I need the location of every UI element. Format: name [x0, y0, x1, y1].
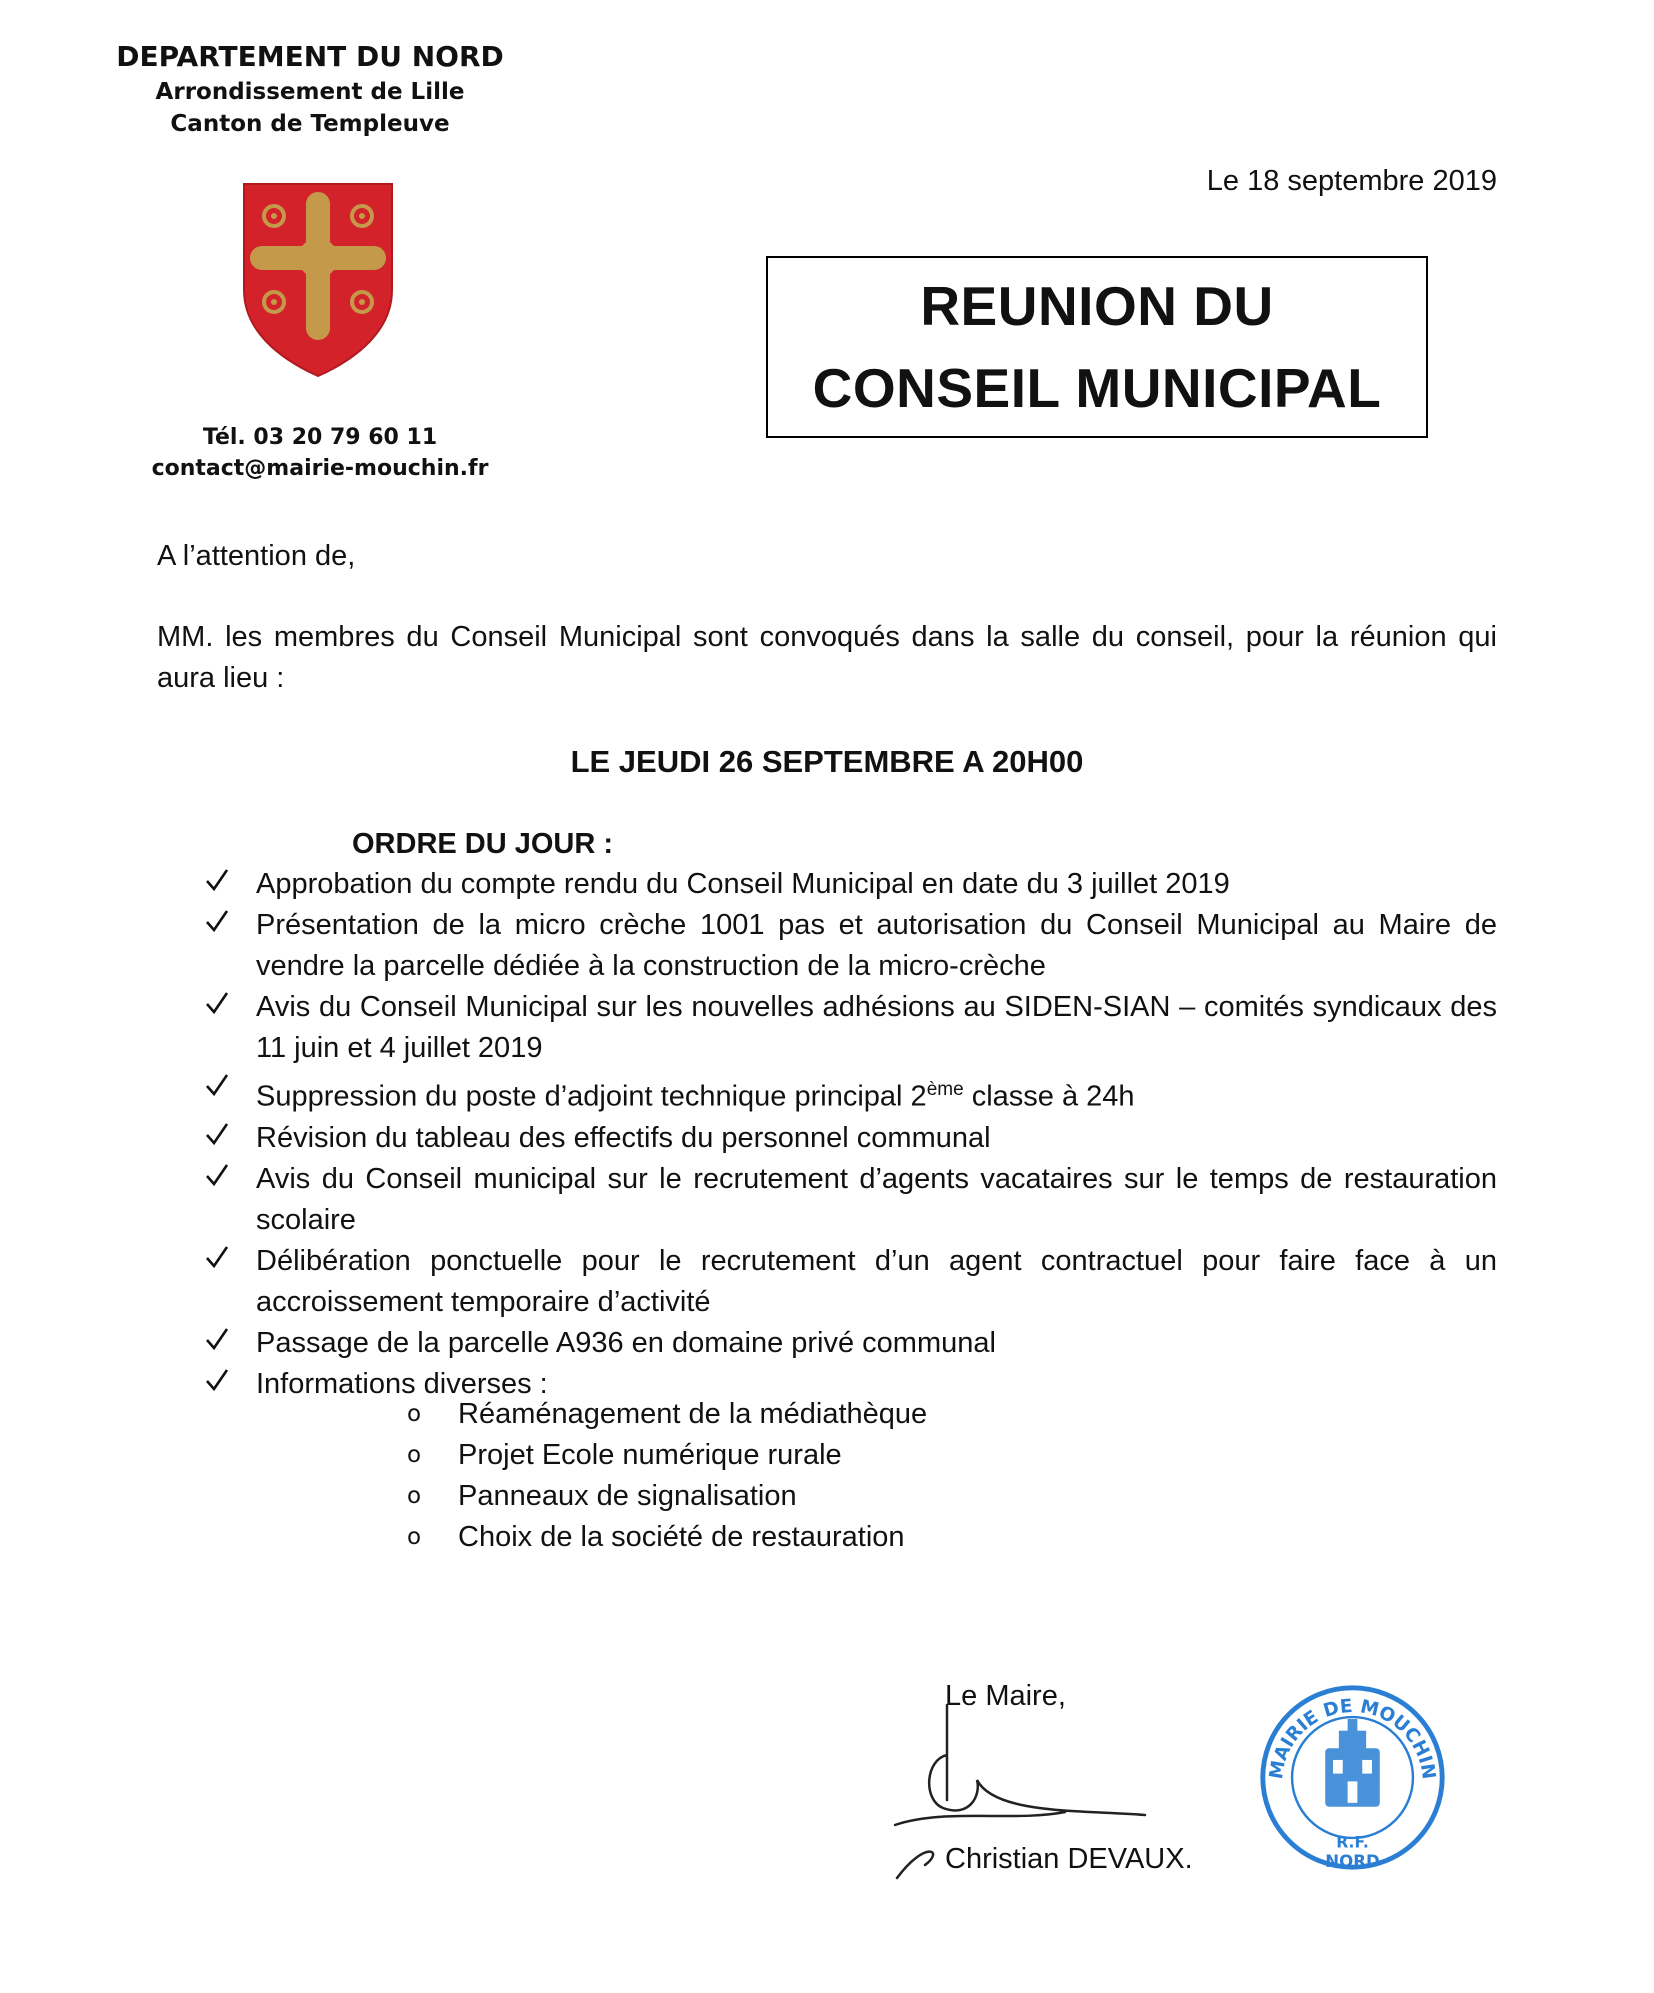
sub-item-list — [404, 1394, 927, 1558]
bullet-icon: o — [407, 1524, 422, 1550]
signatory-name: Christian DEVAUX. — [945, 1843, 1193, 1875]
agenda-item-text: Avis du Conseil Municipal sur les nouvelles adhésions au SIDEN-SIAN – comités syndicaux des 11 juin et 4 juillet 2019 — [256, 991, 1497, 1064]
sub-item-text: Panneaux de signalisation — [458, 1480, 797, 1512]
agenda-item — [205, 987, 1497, 1069]
letter-date: Le 18 septembre 2019 — [1206, 165, 1497, 197]
agenda-item-text: Informations diverses : — [256, 1367, 548, 1400]
checkmark-icon — [205, 1243, 229, 1271]
letterhead — [60, 38, 560, 140]
arrondissement: Arrondissement de Lille — [155, 79, 465, 105]
bullet-icon: o — [407, 1442, 422, 1468]
signatory-role: Le Maire, — [945, 1680, 1066, 1712]
title-line-1: REUNION DU — [920, 275, 1274, 337]
checkmark-icon — [205, 1120, 229, 1148]
sub-item-text: Réaménagement de la médiathèque — [458, 1398, 928, 1430]
agenda-item-text: Approbation du compte rendu du Conseil Municipal en date du 3 juillet 2019 — [256, 868, 1230, 900]
stamp-text-top: MAIRIE DE MOUCHIN — [1265, 1695, 1439, 1781]
checkmark-icon — [205, 1366, 229, 1394]
canton: Canton de Templeuve — [170, 111, 450, 137]
agenda-item — [205, 1241, 1497, 1323]
title-box — [766, 256, 1428, 438]
checkmark-icon — [205, 989, 229, 1017]
intro-paragraph: MM. les membres du Conseil Municipal sont convoqués dans la salle du conseil, pour la réunion qui aura lieu : — [157, 621, 1497, 694]
bullet-icon: o — [407, 1401, 422, 1427]
sub-item-text: Projet Ecole numérique rurale — [458, 1439, 842, 1471]
phone-number: Tél. 03 20 79 60 11 — [202, 425, 438, 450]
contact-block — [110, 422, 530, 484]
title-line-2: CONSEIL MUNICIPAL — [812, 357, 1382, 419]
department-name: DEPARTEMENT DU NORD — [116, 40, 504, 73]
checkmark-icon — [205, 866, 229, 894]
superscript: ème — [926, 1079, 964, 1100]
coat-of-arms-icon — [238, 180, 398, 380]
agenda-item — [205, 905, 1497, 987]
agenda-list — [205, 864, 1497, 1405]
checkmark-icon — [205, 907, 229, 935]
attention-line: A l’attention de, — [157, 540, 356, 572]
agenda-item-text: Passage de la parcelle A936 en domaine privé communal — [256, 1326, 996, 1359]
agenda-item-text: Avis du Conseil municipal sur le recrutement d’agents vacataires sur le temps de restauration scolaire — [256, 1162, 1497, 1236]
agenda-item — [205, 1323, 1497, 1364]
checkmark-icon — [205, 1071, 229, 1099]
sub-item — [404, 1435, 927, 1476]
agenda-heading: ORDRE DU JOUR : — [352, 828, 614, 860]
checkmark-icon — [205, 1161, 229, 1189]
stamp-text-mid: R.F. — [1336, 1833, 1369, 1852]
sub-item — [404, 1517, 927, 1558]
agenda-item — [205, 1118, 1497, 1159]
agenda-item — [205, 1069, 1497, 1118]
agenda-item-text: classe à 24h — [963, 1080, 1135, 1113]
email-address: contact@mairie-mouchin.fr — [151, 456, 489, 481]
agenda-item — [205, 864, 1497, 905]
sub-item — [404, 1394, 927, 1435]
agenda-item-text: Suppression du poste d’adjoint technique principal 2 — [256, 1080, 927, 1113]
agenda-item-text: Délibération ponctuelle pour le recrutement d’un agent contractuel pour faire face à un accroissement temporaire d’activité — [256, 1244, 1497, 1318]
stamp-text-bottom: NORD — [1325, 1852, 1380, 1872]
agenda-item — [205, 1159, 1497, 1241]
meeting-datetime: LE JEUDI 26 SEPTEMBRE A 20H00 — [570, 744, 1084, 779]
checkmark-icon — [205, 1325, 229, 1353]
bullet-icon: o — [407, 1483, 422, 1509]
town-hall-stamp — [1255, 1680, 1450, 1875]
agenda-item-text: Révision du tableau des effectifs du personnel communal — [256, 1121, 991, 1154]
sub-item-text: Choix de la société de restauration — [458, 1521, 905, 1553]
sub-item — [404, 1476, 927, 1517]
agenda-item-text: Présentation de la micro crèche 1001 pas et autorisation du Conseil Municipal au Maire de vendre la parcelle dédiée à la construction de la micro-crèche — [256, 909, 1497, 982]
